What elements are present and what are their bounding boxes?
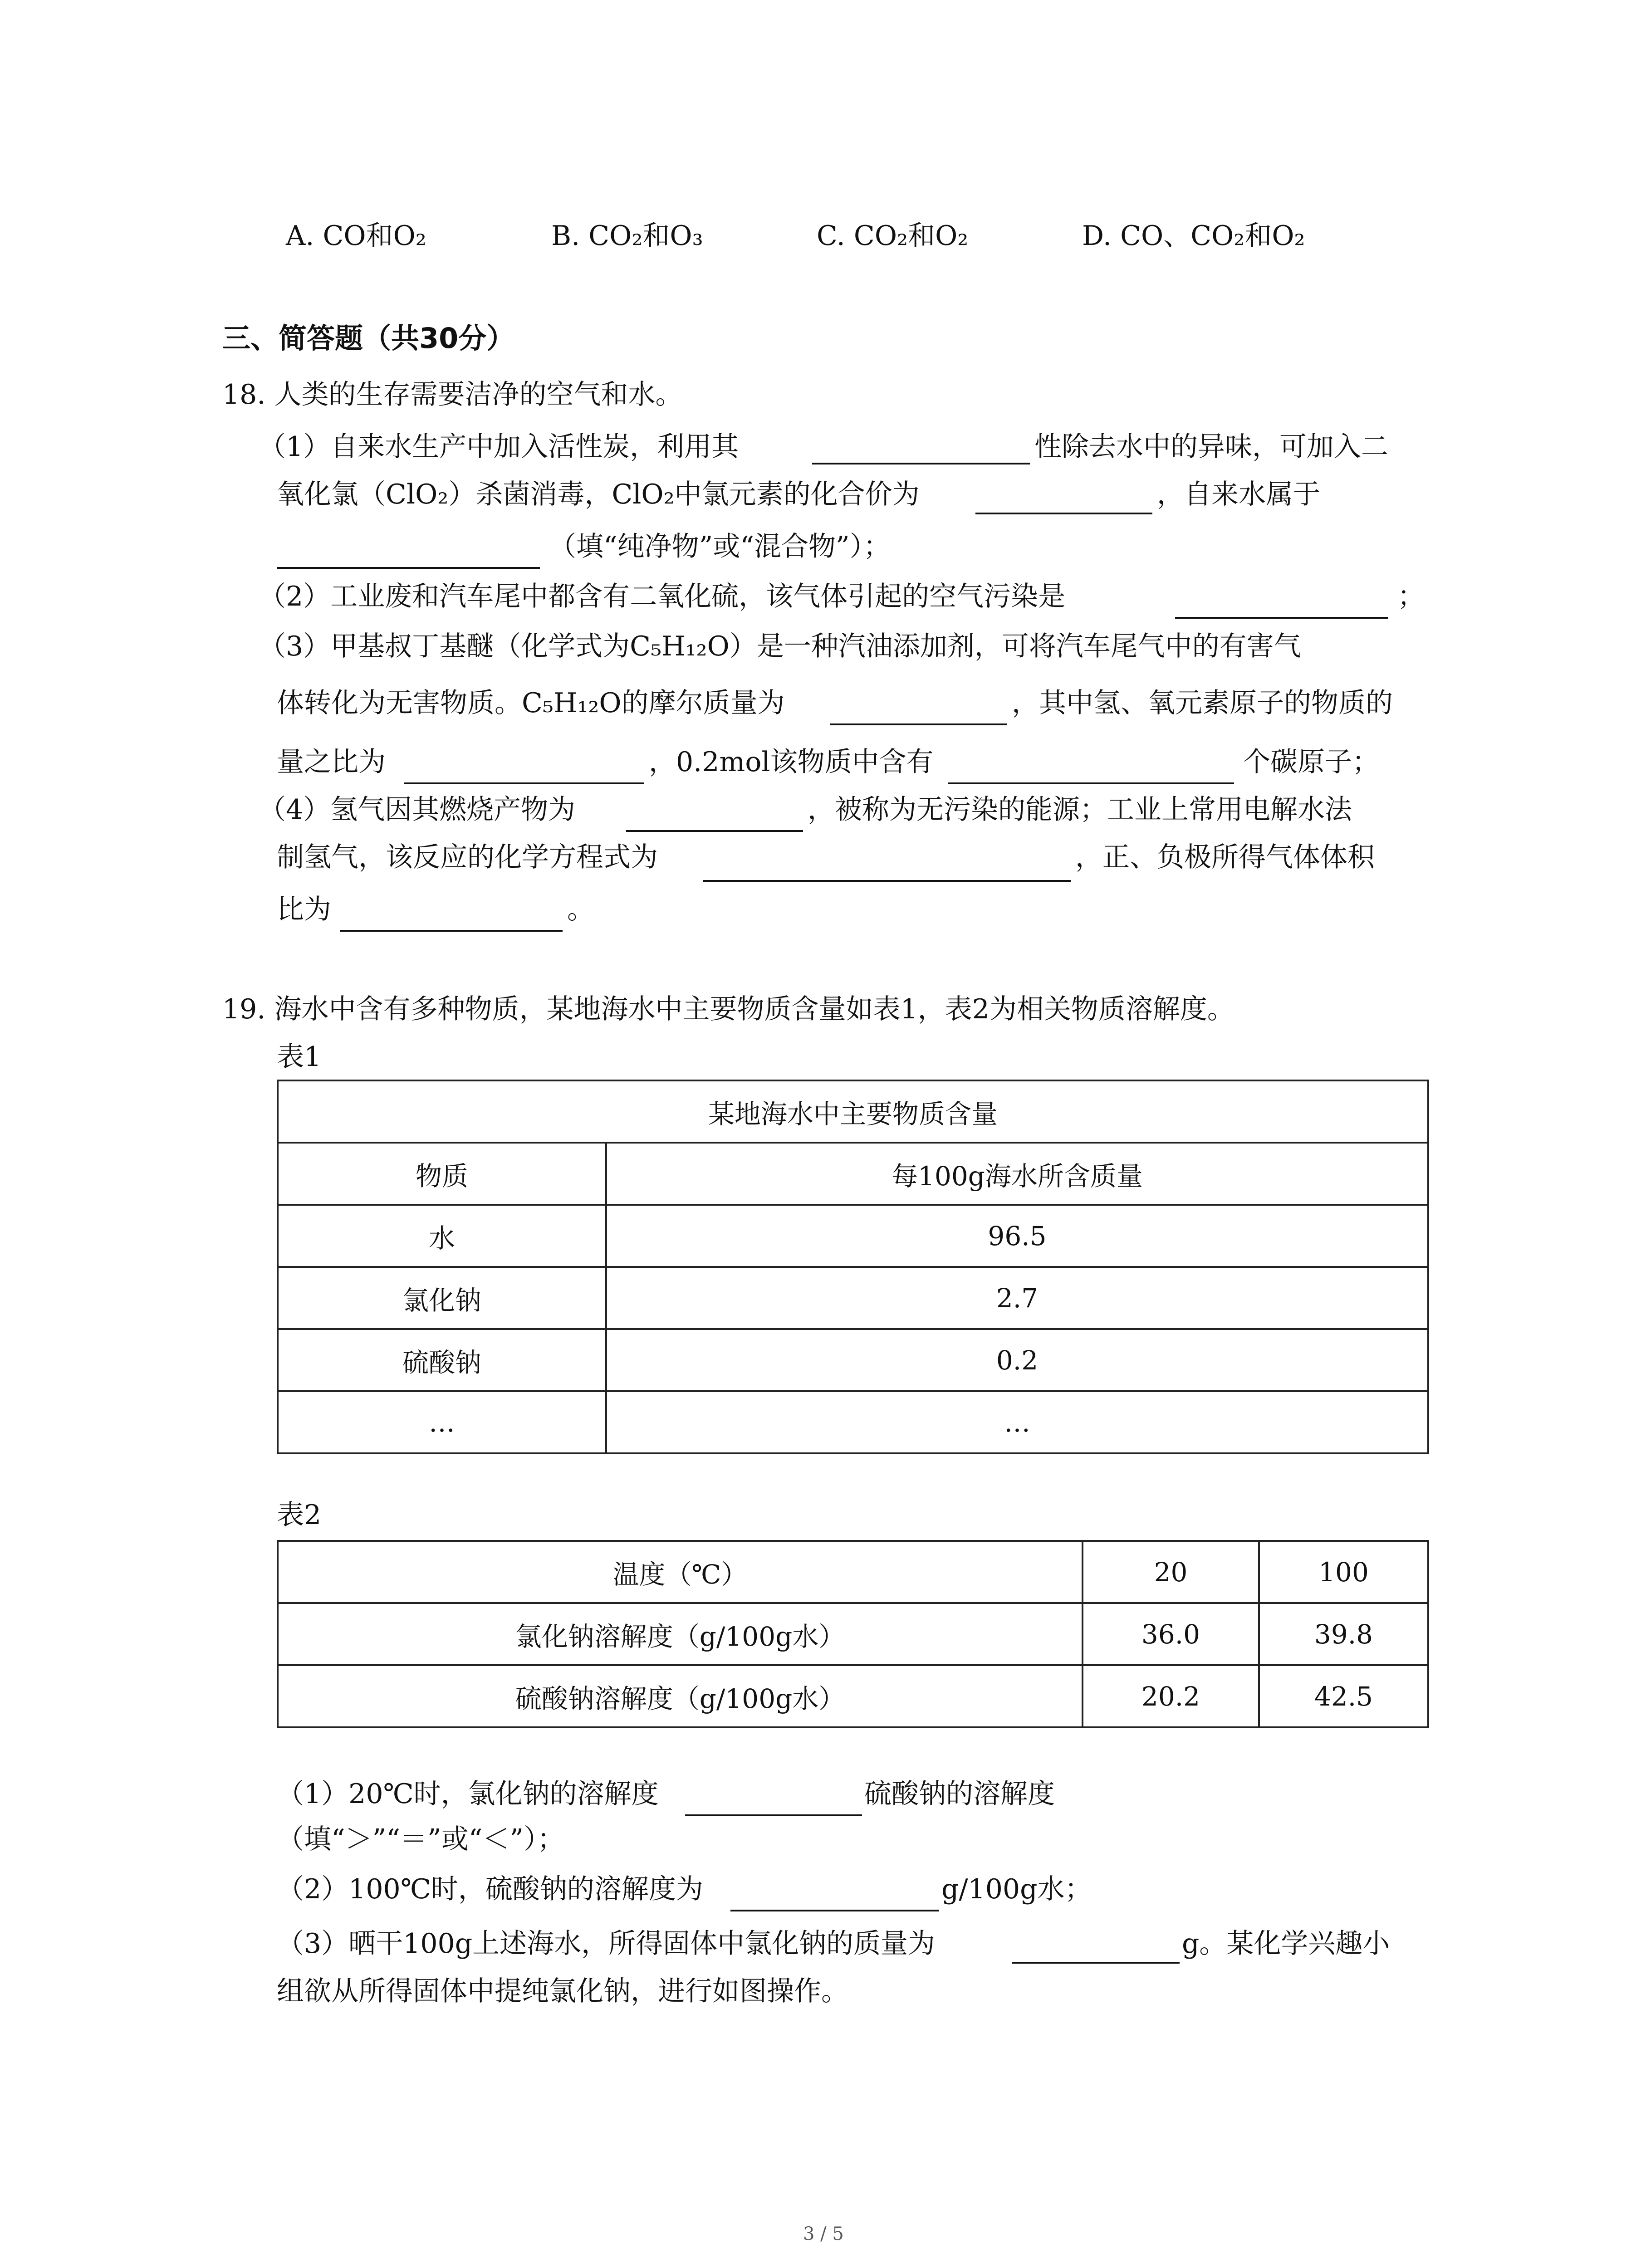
table1-label: 表1 <box>277 1041 322 1073</box>
q18-p4-line1-a: （4）氢气因其燃烧产物为 <box>259 794 576 826</box>
q18-p1-line1-a: （1）自来水生产中加入活性炭，利用其 <box>259 431 739 463</box>
table2-cell: 硫酸钠溶解度（g/100g水） <box>278 1665 1083 1727</box>
q18-stem: 18. 人类的生存需要洁净的空气和水。 <box>222 379 683 411</box>
q18-blank-10[interactable] <box>340 930 563 932</box>
table1-header-mass: 每100g海水所含质量 <box>606 1143 1428 1205</box>
table1-cell: 2.7 <box>606 1267 1428 1329</box>
q19-s1-line1-b: 硫酸钠的溶解度 <box>864 1778 1055 1810</box>
table1-cell: … <box>278 1391 606 1453</box>
q18-p3-line3-b: ，0.2mol该物质中含有 <box>649 746 934 778</box>
q19-blank-3[interactable] <box>1012 1962 1180 1964</box>
table1-title: 某地海水中主要物质含量 <box>278 1080 1428 1143</box>
table2-cell: 36.0 <box>1083 1603 1259 1665</box>
option-c: C. CO₂和O₂ <box>817 220 969 252</box>
option-b: B. CO₂和O₃ <box>551 220 703 252</box>
q18-blank-9[interactable] <box>703 880 1071 882</box>
table2-header-temp: 温度（℃） <box>278 1541 1083 1603</box>
q18-p2-end: ； <box>1397 581 1425 612</box>
q18-blank-2[interactable] <box>975 513 1152 514</box>
q18-p2: （2）工业废和汽车尾中都含有二氧化硫，该气体引起的空气污染是 <box>259 581 1066 612</box>
q18-blank-6[interactable] <box>404 782 644 784</box>
q19-s3-line1-a: （3）晒干100g上述海水，所得固体中氯化钠的质量为 <box>277 1928 936 1960</box>
q18-p3-line2-b: ，其中氢、氧元素原子的物质的 <box>1012 687 1393 719</box>
q18-blank-3[interactable] <box>277 567 540 569</box>
option-d: D. CO、CO₂和O₂ <box>1082 220 1305 252</box>
q18-blank-8[interactable] <box>626 830 803 832</box>
page-number: 3 / 5 <box>803 2224 844 2244</box>
q19-blank-1[interactable] <box>685 1814 862 1816</box>
q18-p3-line3-a: 量之比为 <box>277 746 386 778</box>
table2-header-20: 20 <box>1083 1541 1259 1603</box>
table2-cell: 39.8 <box>1259 1603 1428 1665</box>
q19-blank-2[interactable] <box>730 1910 939 1911</box>
q19-s2-a: （2）100℃时，硫酸钠的溶解度为 <box>277 1873 703 1905</box>
q19-s3-line1-b: g。某化学兴趣小 <box>1182 1928 1390 1960</box>
table1-cell: 硫酸钠 <box>278 1329 606 1391</box>
q18-p1-line3: （填“纯净物”或“混合物”）； <box>549 531 891 562</box>
q18-p1-line1-b: 性除去水中的异味，可加入二 <box>1034 431 1388 463</box>
q18-p4-line1-b: ，被称为无污染的能源；工业上常用电解水法 <box>808 794 1352 826</box>
table1-cell: 96.5 <box>606 1205 1428 1267</box>
table2-cell: 42.5 <box>1259 1665 1428 1727</box>
table2-label: 表2 <box>277 1499 322 1531</box>
q18-blank-5[interactable] <box>830 723 1007 725</box>
option-a: A. CO和O₂ <box>286 220 426 252</box>
table2-cell: 20.2 <box>1083 1665 1259 1727</box>
q18-p4-line2-b: ，正、负极所得气体体积 <box>1075 841 1375 873</box>
table2-header-100: 100 <box>1259 1541 1428 1603</box>
table2-cell: 氯化钠溶解度（g/100g水） <box>278 1603 1083 1665</box>
q19-stem: 19. 海水中含有多种物质，某地海水中主要物质含量如表1，表2为相关物质溶解度。 <box>222 993 1234 1025</box>
q19-s2-b: g/100g水； <box>941 1873 1092 1905</box>
q19-s1-line1-a: （1）20℃时，氯化钠的溶解度 <box>277 1778 659 1810</box>
q18-p4-line3-b: 。 <box>567 894 594 925</box>
q18-p4-line3-a: 比为 <box>277 894 331 925</box>
q19-s3-line2: 组欲从所得固体中提纯氯化钠，进行如图操作。 <box>277 1975 848 2007</box>
table1-cell: … <box>606 1391 1428 1453</box>
q18-blank-4[interactable] <box>1175 617 1388 619</box>
q18-p4-line2-a: 制氢气，该反应的化学方程式为 <box>277 841 658 873</box>
q19-s1-line2: （填“＞”“＝”或“＜”）； <box>277 1823 565 1855</box>
table1-cell: 氯化钠 <box>278 1267 606 1329</box>
table1-cell: 水 <box>278 1205 606 1267</box>
q18-p1-line2-b: ，自来水属于 <box>1157 479 1320 510</box>
q18-blank-7[interactable] <box>948 782 1234 784</box>
table1-header-substance: 物质 <box>278 1143 606 1205</box>
table1-cell: 0.2 <box>606 1329 1428 1391</box>
table-1 <box>277 1080 1429 1454</box>
q18-blank-1[interactable] <box>812 463 1030 464</box>
q18-p3-line1: （3）甲基叔丁基醚（化学式为C₅H₁₂O）是一种汽油添加剂，可将汽车尾气中的有害气 <box>259 631 1301 662</box>
q18-p1-line2-a: 氧化氯（ClO₂）杀菌消毒，ClO₂中氯元素的化合价为 <box>277 479 920 510</box>
table-2 <box>277 1540 1429 1728</box>
section-heading: 三、简答题（共30分） <box>222 322 515 355</box>
q18-p3-line2-a: 体转化为无害物质。C₅H₁₂O的摩尔质量为 <box>277 687 785 719</box>
q18-p3-line3-c: 个碳原子； <box>1243 746 1379 778</box>
